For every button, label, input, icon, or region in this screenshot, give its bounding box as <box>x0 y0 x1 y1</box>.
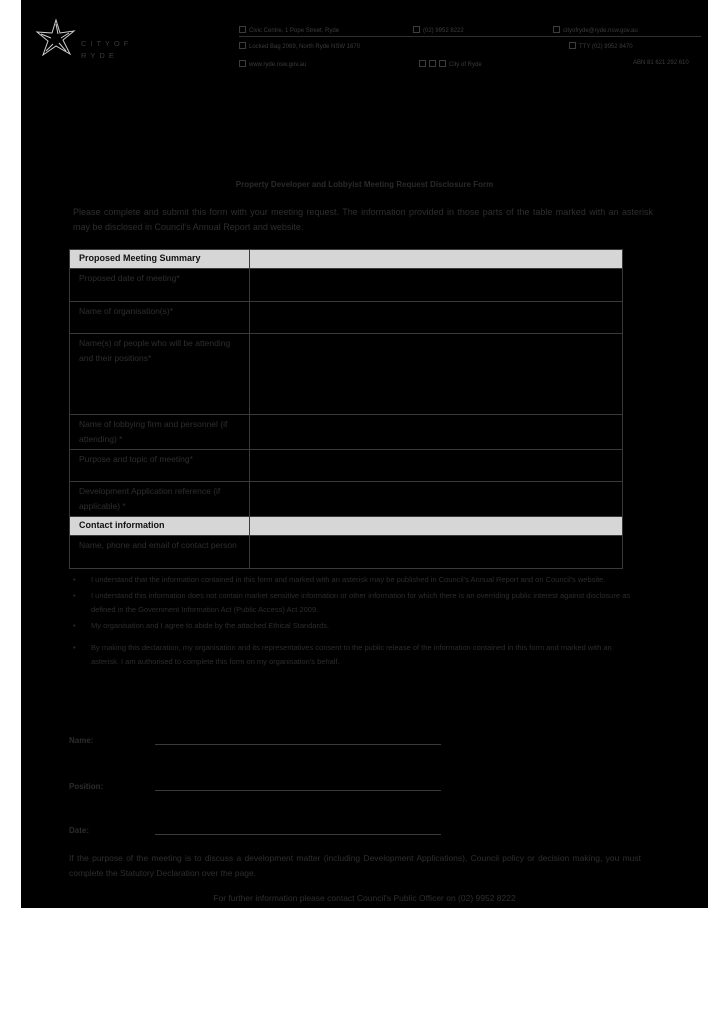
declaration-item: • I understand this information does not contain market sensitive information or other information for which there is an overriding public interest against disclosure as defined in the Government Information Act (Public Access) Act 2009. <box>69 589 637 617</box>
purpose-note: If the purpose of the meeting is to discuss a development matter (including Development Applications), Council policy or decision making, you must complete the Statutory Declaration over the page. <box>69 853 641 878</box>
proposed-date-field[interactable] <box>249 269 622 302</box>
table-row <box>70 415 623 450</box>
row-label: Name, phone and email of contact person <box>70 536 250 569</box>
intro-paragraph: Please complete and submit this form with your meeting request. The information provided in those parts of the table marked with an asterisk may be disclosed in Council's Annual Report and website. <box>73 207 653 232</box>
email-label: cityofryde@ryde.nsw.gov.au <box>563 28 638 34</box>
address-text <box>239 26 339 34</box>
declaration-item: • I understand that the information contained in this form and marked with an asterisk may be published in Council's Annual Report and on Council's website. <box>69 573 637 587</box>
position-label: Position: <box>69 782 104 791</box>
name-label: Name: <box>69 736 94 745</box>
section-title: Proposed Meeting Summary <box>70 250 250 269</box>
date-input-line[interactable] <box>155 834 441 835</box>
organisation-field[interactable] <box>249 302 622 334</box>
table-row <box>70 536 623 569</box>
form-title: Property Developer and Lobbyist Meeting Request Disclosure Form <box>235 180 494 189</box>
tty-label: TTY (02) 9952 8470 <box>579 44 633 50</box>
declaration-item: • By making this declaration, my organisation and its representatives consent to the public release of the information contained in this form and marked with an asterisk. I am authorised to complete this form on my organisation's behalf. <box>69 641 637 669</box>
star-logo-icon <box>35 18 77 60</box>
row-label: Name of organisation(s)* <box>70 302 250 334</box>
table-row <box>70 302 623 334</box>
table-row <box>70 269 623 302</box>
meeting-summary-table <box>69 249 623 569</box>
address-label: Civic Centre, 1 Pope Street, Ryde <box>249 28 340 34</box>
section-blank-cell <box>249 517 622 536</box>
section-header-row <box>70 517 623 536</box>
tty-text <box>569 42 633 50</box>
row-label: Name of lobbying firm and personnel (if attending) * <box>70 415 250 450</box>
email-text <box>553 26 638 34</box>
phone-icon <box>413 26 420 33</box>
header-divider <box>239 36 701 37</box>
email-icon <box>553 26 560 33</box>
org-name-line2: R Y D E <box>81 51 115 60</box>
row-label: Name(s) of people who will be attending and their positions* <box>70 334 250 415</box>
section-title: Contact information <box>70 517 250 536</box>
twitter-icon <box>429 60 436 67</box>
date-label: Date: <box>69 826 90 835</box>
contact-note: For further information please contact Council's Public Officer on (02) 9952 8222 <box>213 893 516 903</box>
web-label: www.ryde.nsw.gov.au <box>249 62 307 68</box>
da-reference-field[interactable] <box>249 482 622 517</box>
web-text <box>239 60 306 68</box>
org-name <box>81 38 201 62</box>
declaration-item: • My organisation and I agree to abide by the attached Ethical Standards. <box>69 619 637 633</box>
contact-person-field[interactable] <box>249 536 622 569</box>
tty-icon <box>569 42 576 49</box>
section-header-row <box>70 250 623 269</box>
postal-label: Locked Bag 2069, North Ryde NSW 1670 <box>249 44 361 50</box>
postal-text <box>239 42 360 50</box>
lobbying-firm-field[interactable] <box>249 415 622 450</box>
mailbox-icon <box>239 42 246 49</box>
declaration-list <box>69 573 637 671</box>
location-pin-icon <box>239 26 246 33</box>
row-label: Purpose and topic of meeting* <box>70 450 250 482</box>
table-row <box>70 334 623 415</box>
row-label: Proposed date of meeting* <box>70 269 250 302</box>
social-label: City of Ryde <box>449 62 482 68</box>
phone-label: (02) 9952 8222 <box>423 28 464 34</box>
name-input-line[interactable] <box>155 744 441 745</box>
form-page <box>21 0 708 908</box>
section-blank-cell <box>249 250 622 269</box>
table-row <box>70 482 623 517</box>
attendees-field[interactable] <box>249 334 622 415</box>
org-name-line1: C I T Y O F <box>81 39 130 48</box>
instagram-icon <box>439 60 446 67</box>
globe-icon <box>239 60 246 67</box>
table-row <box>70 450 623 482</box>
facebook-icon <box>419 60 426 67</box>
phone-text <box>413 26 464 34</box>
social-text <box>419 60 482 68</box>
abn-text: ABN 81 621 292 610 <box>633 60 689 66</box>
row-label: Development Application reference (if applicable) * <box>70 482 250 517</box>
position-input-line[interactable] <box>155 790 441 791</box>
purpose-field[interactable] <box>249 450 622 482</box>
